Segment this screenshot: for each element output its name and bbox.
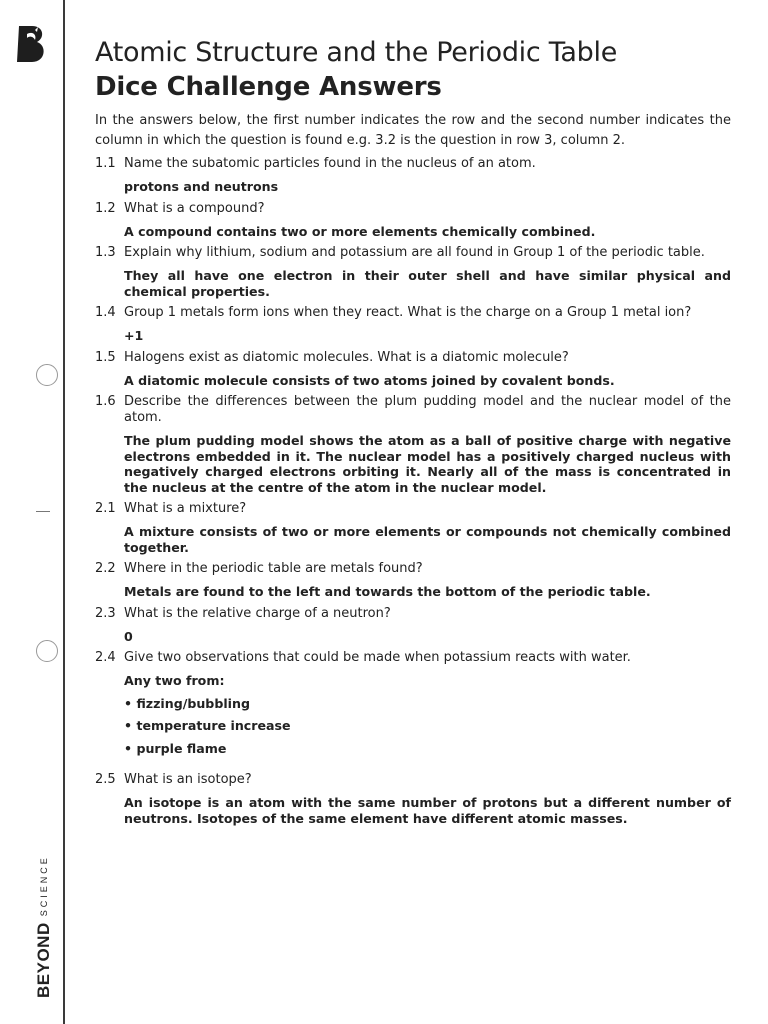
question-text: Group 1 metals form ions when they react. What is the charge on a Group 1 metal ion?	[124, 305, 692, 320]
beyond-b-logo-icon	[16, 24, 50, 64]
qa-item	[95, 772, 731, 826]
question-number: 2.4	[95, 650, 116, 665]
question-number: 1.6	[95, 394, 116, 409]
qa-item	[95, 201, 731, 240]
question-text: Where in the periodic table are metals found?	[124, 561, 423, 576]
question	[95, 156, 731, 172]
question	[95, 350, 731, 366]
qa-item	[95, 305, 731, 344]
page-subtitle: Dice Challenge Answers	[95, 72, 442, 102]
question-text: What is the relative charge of a neutron?	[124, 605, 391, 621]
answer-text: A diatomic molecule consists of two atoms joined by covalent bonds.	[124, 372, 615, 388]
question-text: Name the subatomic particles found in the nucleus of an atom.	[124, 156, 536, 171]
answer-text: 0	[124, 628, 133, 644]
document-body	[95, 36, 731, 832]
question-number: 1.3	[95, 245, 116, 260]
answer-text: +1	[124, 328, 144, 343]
question-number: 1.5	[95, 349, 116, 365]
fold-mark	[36, 511, 50, 512]
qa-item	[95, 650, 731, 756]
question-number: 2.3	[95, 605, 116, 621]
question	[95, 305, 731, 321]
answer-bullets	[124, 696, 731, 757]
brand-name: BEYOND	[34, 922, 53, 998]
binder-hole	[36, 640, 58, 662]
answer-text: An isotope is an atom with the same number of protons but a different number of neutrons. Isotopes of the same element have different atomic masses.	[124, 795, 731, 826]
question-text: Describe the differences between the plum pudding model and the nuclear model of the atom.	[124, 394, 731, 425]
answer-text: A compound contains two or more elements chemically combined.	[124, 223, 596, 239]
answer-text: The plum pudding model shows the atom as a ball of positive charge with negative electrons embedded in it. The nuclear model has a positively charged nucleus with negatively charged electrons orbiting it. Nearly all of the mass is concentrated in the nucleus at the centre of the atom in the nuclear model.	[124, 433, 731, 495]
question-text: Give two observations that could be made when potassium reacts with water.	[124, 650, 631, 665]
qa-list	[95, 156, 731, 826]
question-text: What is an isotope?	[124, 772, 252, 787]
question-text: Halogens exist as diatomic molecules. What is a diatomic molecule?	[124, 349, 569, 365]
question-text: Explain why lithium, sodium and potassium are all found in Group 1 of the periodic table.	[124, 245, 705, 260]
question-text: What is a mixture?	[124, 501, 247, 516]
margin-line	[63, 0, 65, 1024]
qa-item	[95, 245, 731, 299]
question-number: 2.1	[95, 501, 116, 516]
answer-text: Any two from:	[124, 673, 225, 688]
answer-bullet: • fizzing/bubbling	[124, 696, 731, 712]
question	[95, 201, 731, 217]
question-number: 1.4	[95, 305, 116, 320]
brand-subject: SCIENCE	[39, 855, 49, 917]
question	[95, 650, 731, 666]
binder-hole	[36, 364, 58, 386]
question	[95, 394, 731, 426]
answer-text: protons and neutrons	[124, 179, 279, 194]
question	[95, 245, 731, 261]
question-number: 1.1	[95, 156, 116, 171]
question	[95, 772, 731, 788]
answer-text: A mixture consists of two or more elements or compounds not chemically combined together.	[124, 524, 731, 555]
qa-item	[95, 156, 731, 195]
answer-text: They all have one electron in their outer shell and have similar physical and chemical properties.	[124, 268, 731, 299]
question-number: 2.2	[95, 561, 116, 576]
question-text: What is a compound?	[124, 200, 265, 216]
qa-item	[95, 394, 731, 495]
qa-item	[95, 350, 731, 389]
question	[95, 606, 731, 622]
question-number: 1.2	[95, 200, 116, 216]
intro-paragraph: In the answers below, the first number indicates the row and the second number indicates the column in which the question is found e.g. 3.2 is the question in row 3, column 2.	[95, 113, 731, 148]
qa-item	[95, 501, 731, 555]
qa-item	[95, 561, 731, 600]
question-number: 2.5	[95, 772, 116, 787]
page-title: Atomic Structure and the Periodic Table	[95, 37, 618, 68]
qa-item	[95, 606, 731, 645]
question	[95, 501, 731, 517]
question	[95, 561, 731, 577]
answer-text: Metals are found to the left and towards the bottom of the periodic table.	[124, 584, 651, 599]
answer-bullet: • purple flame	[124, 741, 731, 757]
brand-wordmark	[34, 855, 54, 998]
answer-bullet: • temperature increase	[124, 718, 731, 734]
